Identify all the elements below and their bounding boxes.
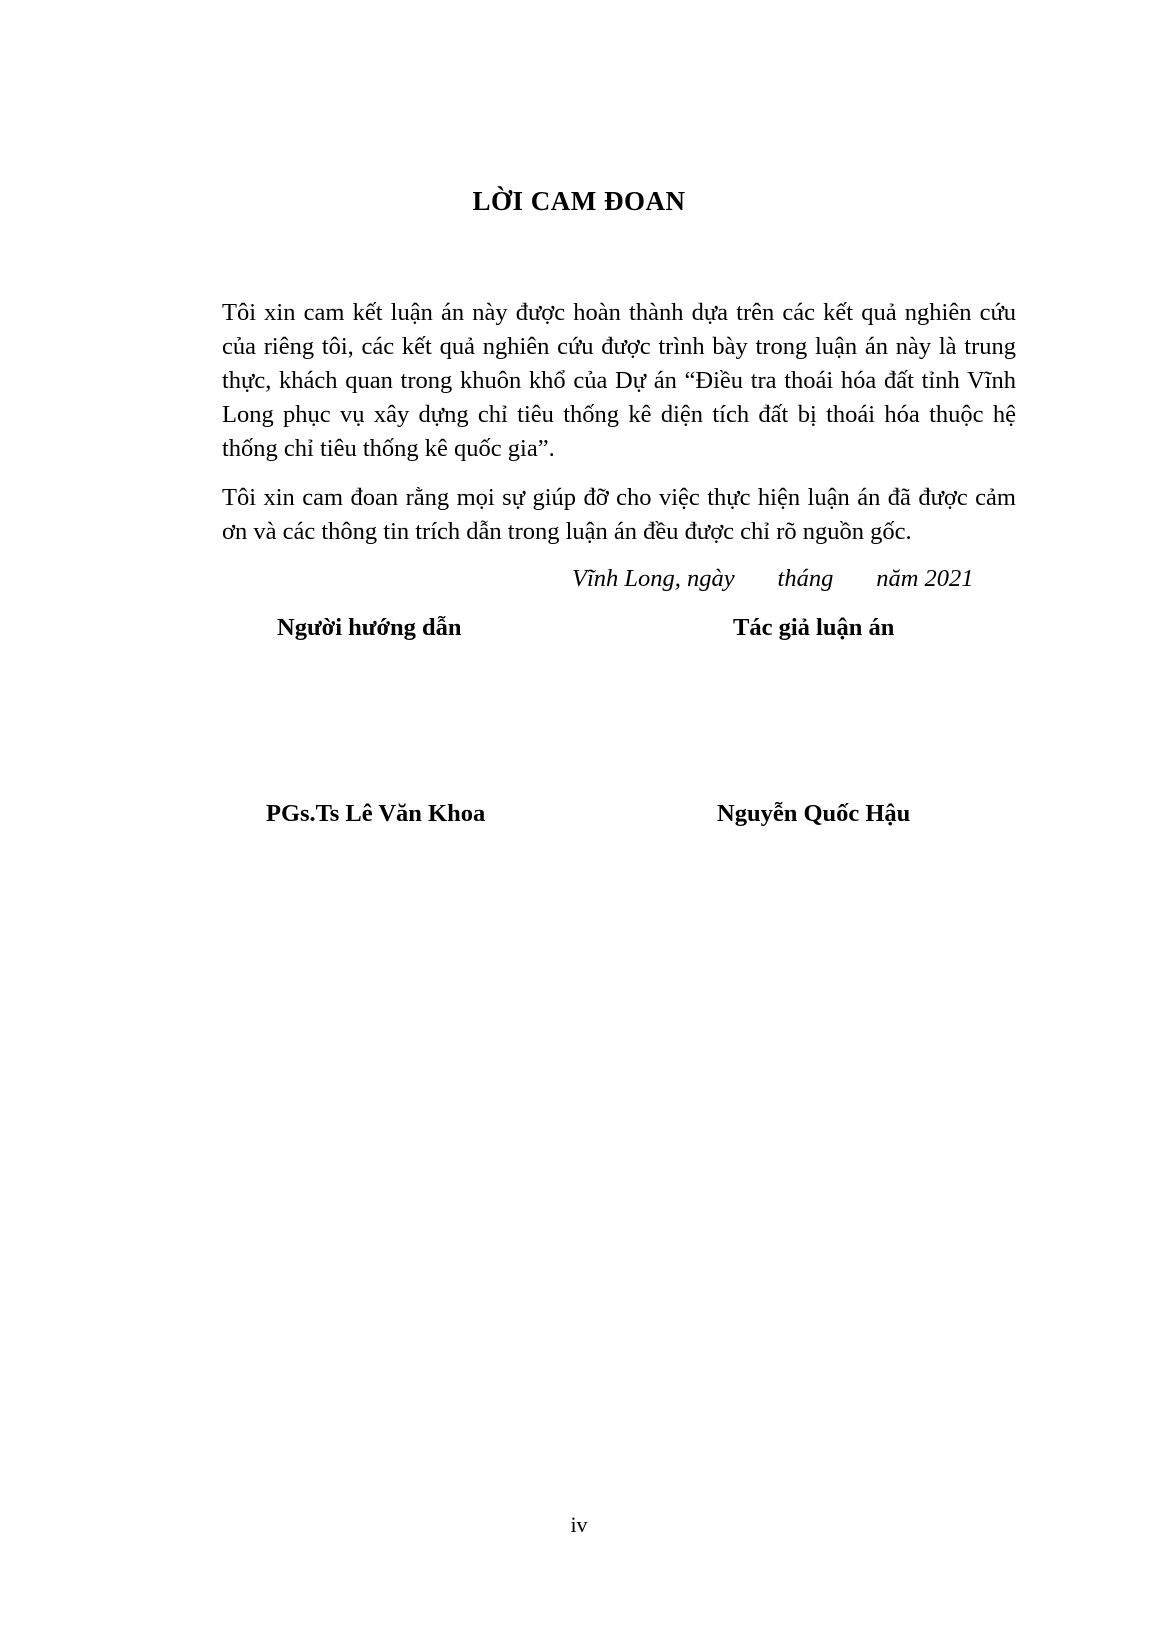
- paragraph-commitment: Tôi xin cam kết luận án này được hoàn thành dựa trên các kết quả nghiên cứu của riêng tôi, các kết quả nghiên cứu được trình bày trong luận án này là trung thực, khách quan trong khuôn khổ của Dự án “Điều tra thoái hóa đất tỉnh Vĩnh Long phục vụ xây dựng chỉ tiêu thống kê diện tích đất bị thoái hóa thuộc hệ thống chỉ tiêu thống kê quốc gia”.: [222, 299, 1016, 462]
- advisor-name: PGs.Ts Lê Văn Khoa: [266, 800, 486, 827]
- author-name: Nguyễn Quốc Hậu: [717, 800, 911, 827]
- page-title: LỜI CAM ĐOAN: [472, 186, 686, 216]
- author-label: Tác giả luận án: [733, 614, 895, 641]
- advisor-label: Người hướng dẫn: [277, 614, 462, 641]
- place-date: Vĩnh Long, ngày tháng năm 2021: [572, 565, 974, 592]
- page-number: iv: [570, 1512, 588, 1537]
- paragraph-acknowledgement: Tôi xin cam đoan rằng mọi sự giúp đỡ cho việc thực hiện luận án đã được cảm ơn và các thông tin trích dẫn trong luận án đều được chỉ rõ nguồn gốc.: [222, 484, 1016, 545]
